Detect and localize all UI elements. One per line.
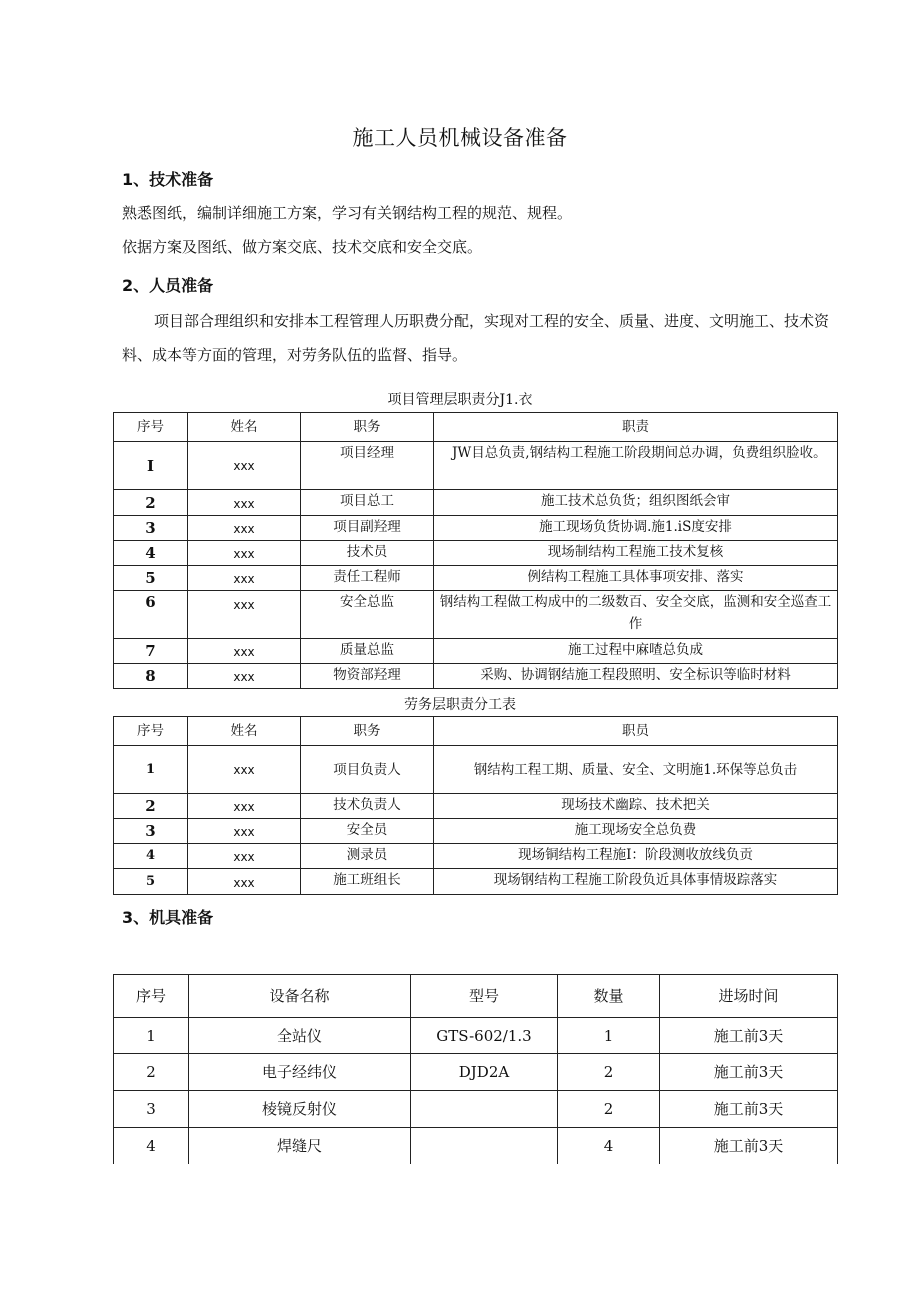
row-index: 1 xyxy=(114,1018,189,1054)
row-post: 项目负责人 xyxy=(301,746,434,794)
equip-header-qty: 数量 xyxy=(558,975,660,1018)
table-row xyxy=(114,869,838,895)
row-quantity: 1 xyxy=(558,1018,660,1054)
table-row xyxy=(114,1018,838,1054)
row-post: 项目总工 xyxy=(301,490,434,516)
row-arrival-time: 施工前3天 xyxy=(660,1128,838,1164)
row-name: xxx xyxy=(188,566,301,591)
table-row xyxy=(114,442,838,490)
labor-header-row xyxy=(114,717,838,746)
row-arrival-time: 施工前3天 xyxy=(660,1018,838,1054)
section-heading-staff: 2、人员准备 xyxy=(122,276,214,295)
row-arrival-time: 施工前3天 xyxy=(660,1091,838,1128)
table-row xyxy=(114,794,838,819)
table-row xyxy=(114,844,838,869)
labor-header-post: 职务 xyxy=(301,717,434,746)
row-duty: 施工技术总负货；组织图纸会审 xyxy=(434,490,838,516)
tech-line-1: 熟悉图纸，编制详细施工方案，学习有关钢结构工程的规范、规程。 xyxy=(122,204,573,222)
mgmt-table xyxy=(113,412,838,689)
row-model xyxy=(411,1091,558,1128)
equipment-table xyxy=(113,974,838,1164)
page-title: 施工人员机械设备准备 xyxy=(352,126,568,150)
row-name: xxx xyxy=(188,819,301,844)
row-index: 2 xyxy=(114,794,188,819)
row-name: xxx xyxy=(188,869,301,895)
row-name: xxx xyxy=(188,442,301,490)
section-heading-tech: 1、技术准备 xyxy=(122,170,214,189)
row-post: 测录员 xyxy=(301,844,434,869)
staff-paragraph: 项目部合理组织和安排本工程管理人历职费分配，实现对工程的安全、质量、进度、文明施工、技术资料、成本等方面的管理，对劳务队伍的监督、指导。 xyxy=(122,312,830,364)
row-model xyxy=(411,1128,558,1164)
row-duty: 采购、协调钢结施工程段照明、安全标识等临时材料 xyxy=(434,664,838,689)
row-post: 安全员 xyxy=(301,819,434,844)
row-index: 3 xyxy=(114,819,188,844)
row-index: 5 xyxy=(114,869,188,895)
row-duty: 现场制结构工程施工技术复核 xyxy=(434,541,838,566)
row-post: 物资部羟理 xyxy=(301,664,434,689)
table-row xyxy=(114,746,838,794)
row-post: 责任工程师 xyxy=(301,566,434,591)
row-name: xxx xyxy=(188,490,301,516)
row-name: xxx xyxy=(188,664,301,689)
labor-table-caption: 劳务层职责分工表 xyxy=(404,697,516,713)
row-arrival-time: 施工前3天 xyxy=(660,1054,838,1091)
row-post: 项目经理 xyxy=(301,442,434,490)
mgmt-header-name: 姓名 xyxy=(188,413,301,442)
row-index: 5 xyxy=(114,566,188,591)
row-index: 4 xyxy=(114,1128,189,1164)
equip-header-model: 型号 xyxy=(411,975,558,1018)
equip-header-row xyxy=(114,975,838,1018)
row-name: xxx xyxy=(188,591,301,639)
labor-header-duty: 职员 xyxy=(434,717,838,746)
row-post: 技术员 xyxy=(301,541,434,566)
row-name: xxx xyxy=(188,794,301,819)
row-post: 技术负责人 xyxy=(301,794,434,819)
row-post: 项目副羟理 xyxy=(301,516,434,541)
table-row xyxy=(114,566,838,591)
row-quantity: 4 xyxy=(558,1128,660,1164)
mgmt-header-index: 序号 xyxy=(114,413,188,442)
table-row xyxy=(114,1128,838,1164)
row-equipment-name: 电子经纬仪 xyxy=(189,1054,411,1091)
tech-line-2: 依据方案及图纸、做方案交底、技术交底和安全交底。 xyxy=(122,238,483,256)
row-index: 4 xyxy=(114,844,188,869)
row-index: 8 xyxy=(114,664,188,689)
row-duty: 钢结构工程做工构成中的二级数百、安全交底，监测和安全巡查工作 xyxy=(434,591,838,639)
table-row xyxy=(114,639,838,664)
mgmt-table-caption: 项目管理层职责分J1.衣 xyxy=(387,392,533,408)
row-index: 6 xyxy=(114,591,188,639)
row-post: 安全总监 xyxy=(301,591,434,639)
row-index: 7 xyxy=(114,639,188,664)
row-duty: 现场钢结构工程施工阶段负近具体事情圾踪落实 xyxy=(434,869,838,895)
row-model: GTS-602/1.3 xyxy=(411,1018,558,1054)
labor-header-index: 序号 xyxy=(114,717,188,746)
row-name: xxx xyxy=(188,746,301,794)
row-duty: 现场技术幽踪、技术把关 xyxy=(434,794,838,819)
table-row xyxy=(114,541,838,566)
mgmt-header-post: 职务 xyxy=(301,413,434,442)
table-row xyxy=(114,591,838,639)
equip-header-index: 序号 xyxy=(114,975,189,1018)
row-duty: 钢结构工程工期、质量、安全、文明施1.环保等总负击 xyxy=(434,746,838,794)
table-row xyxy=(114,819,838,844)
table-row xyxy=(114,516,838,541)
row-duty: JW目总负责,钢结构工程施工阶段期间总办调，负费组织脸收。 xyxy=(434,442,838,490)
row-equipment-name: 焊缝尺 xyxy=(189,1128,411,1164)
equip-header-name: 设备名称 xyxy=(189,975,411,1018)
row-duty: 施工过程中麻喳总负成 xyxy=(434,639,838,664)
row-quantity: 2 xyxy=(558,1054,660,1091)
row-index: 2 xyxy=(114,490,188,516)
row-equipment-name: 全站仪 xyxy=(189,1018,411,1054)
table-row xyxy=(114,1091,838,1128)
mgmt-header-duty: 职责 xyxy=(434,413,838,442)
labor-table xyxy=(113,716,838,895)
row-index: 3 xyxy=(114,1091,189,1128)
row-name: xxx xyxy=(188,541,301,566)
row-index: 2 xyxy=(114,1054,189,1091)
row-duty: 现场铜结构工程施I：阶段测收放线负贡 xyxy=(434,844,838,869)
row-name: xxx xyxy=(188,844,301,869)
section-heading-machine: 3、机具准备 xyxy=(122,908,214,927)
row-post: 施工班组长 xyxy=(301,869,434,895)
mgmt-header-row xyxy=(114,413,838,442)
labor-header-name: 姓名 xyxy=(188,717,301,746)
row-index: 4 xyxy=(114,541,188,566)
row-equipment-name: 棱镜反射仪 xyxy=(189,1091,411,1128)
row-model: DJD2A xyxy=(411,1054,558,1091)
equip-header-time: 进场时间 xyxy=(660,975,838,1018)
row-index: 3 xyxy=(114,516,188,541)
row-duty: 施工现场负货协调.施1.iS度安排 xyxy=(434,516,838,541)
row-post: 质量总监 xyxy=(301,639,434,664)
row-name: xxx xyxy=(188,639,301,664)
row-index: I xyxy=(114,442,188,490)
row-duty: 施工现场安全总负费 xyxy=(434,819,838,844)
table-row xyxy=(114,1054,838,1091)
row-index: 1 xyxy=(114,746,188,794)
table-row xyxy=(114,490,838,516)
row-duty: 例结构工程施工具体事项安排、落实 xyxy=(434,566,838,591)
row-quantity: 2 xyxy=(558,1091,660,1128)
table-row xyxy=(114,664,838,689)
row-name: xxx xyxy=(188,516,301,541)
